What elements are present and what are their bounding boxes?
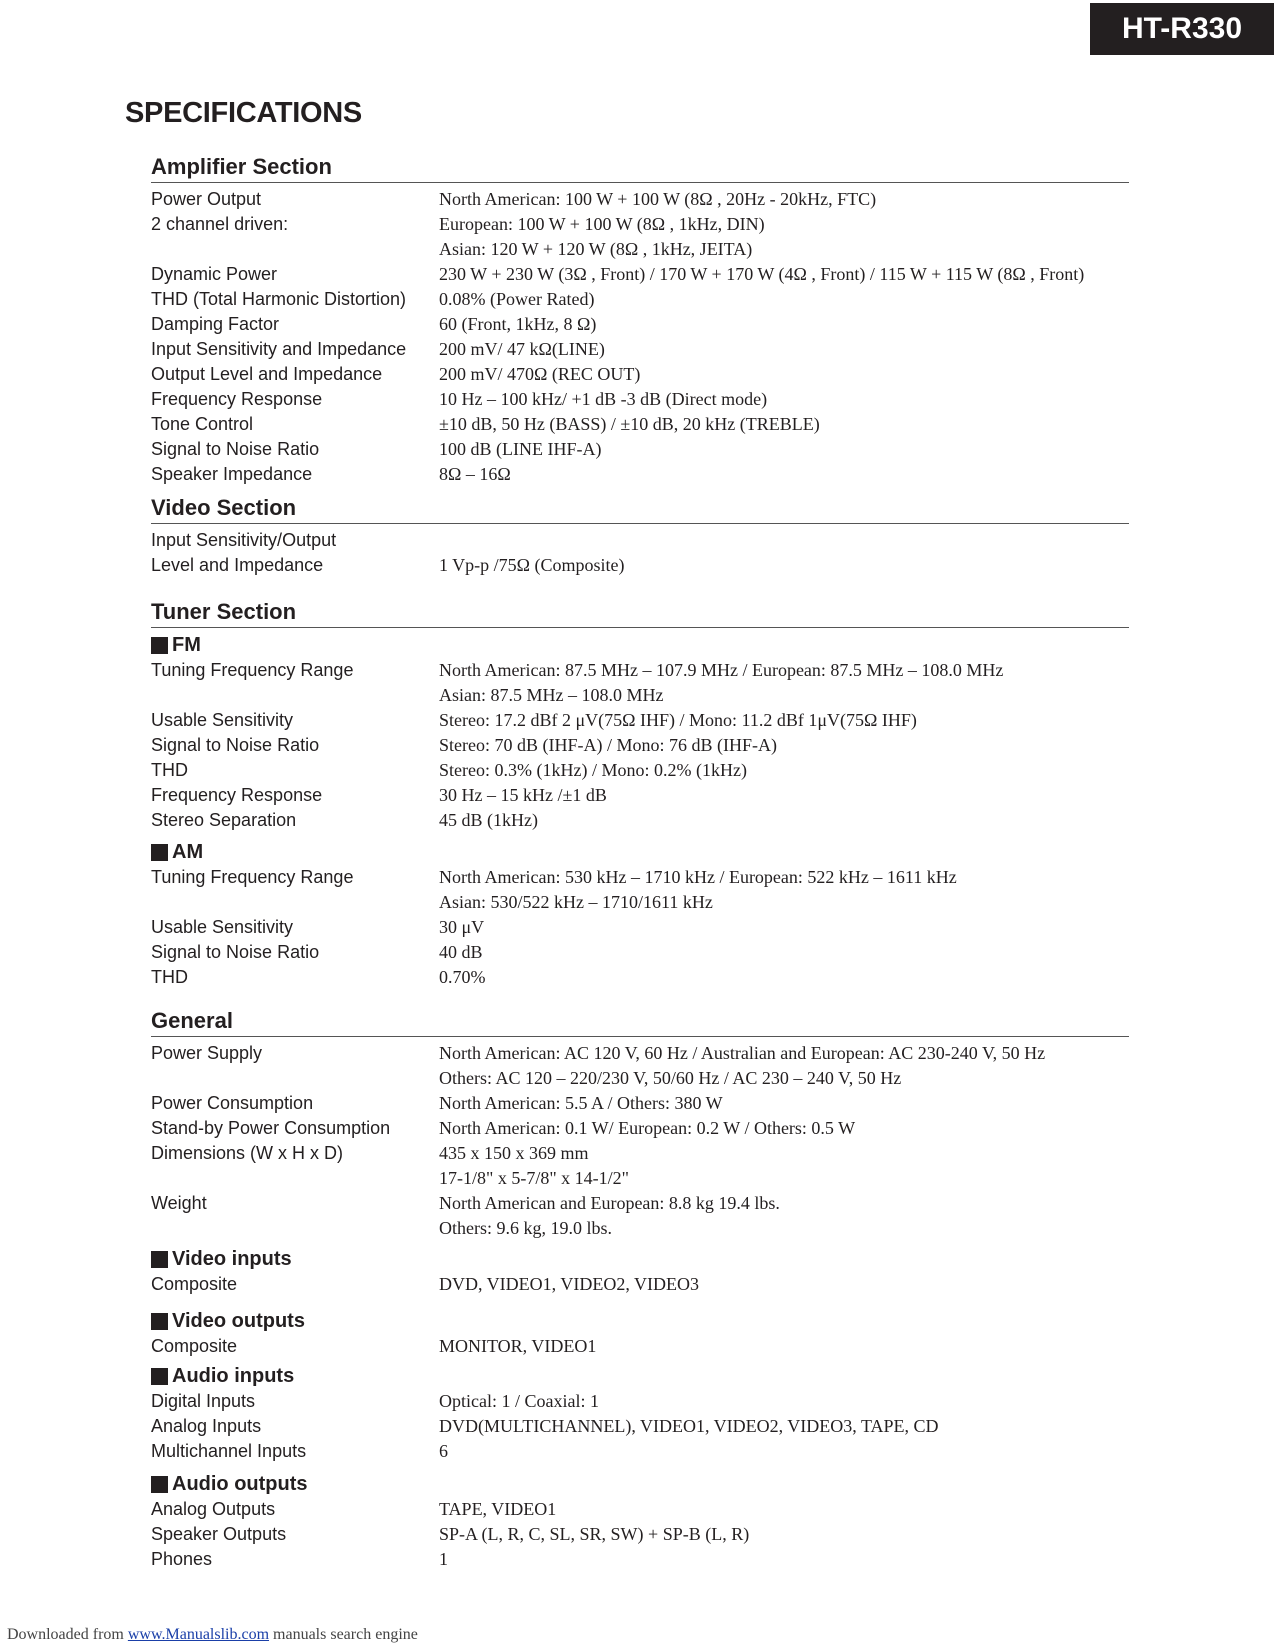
spec-values: [439, 1439, 1129, 1464]
subheading-fm: [151, 632, 1129, 658]
video-outputs-rows: [151, 1334, 1129, 1359]
spec-row: [151, 758, 1129, 783]
section-heading-general: General: [151, 1004, 1129, 1037]
spec-row: [151, 462, 1129, 487]
spec-label: Weight: [151, 1193, 207, 1213]
spec-values: [439, 1116, 1129, 1141]
spec-row: [151, 865, 1129, 915]
spec-value: 0.70%: [439, 967, 486, 987]
subheading-audio-inputs: [151, 1363, 1129, 1389]
video-inputs-rows: [151, 1272, 1129, 1297]
spec-label: Analog Outputs: [151, 1499, 276, 1519]
spec-row: [151, 808, 1129, 833]
spec-row: [151, 965, 1129, 990]
spec-label: Analog Inputs: [151, 1416, 262, 1436]
spec-label: Power Supply: [151, 1043, 263, 1063]
spec-row: [151, 1272, 1129, 1297]
spec-label: Speaker Impedance: [151, 464, 313, 484]
subheading-fm-label: FM: [172, 634, 201, 656]
spec-value: 40 dB: [439, 942, 483, 962]
general-rows: [151, 1041, 1129, 1241]
spec-row: [151, 1334, 1129, 1359]
spec-value: Asian: 530/522 kHz – 1710/1611 kHz: [439, 892, 713, 912]
spec-values: [439, 1547, 1129, 1572]
spec-value: North American: 0.1 W/ European: 0.2 W / Others: 0.5 W: [439, 1118, 856, 1138]
spec-values: [439, 1497, 1129, 1522]
spec-row: [151, 658, 1129, 708]
spec-values: [439, 915, 1129, 940]
spec-row: [151, 412, 1129, 437]
spec-row: [151, 1191, 1129, 1241]
spec-value: 17-1/8" x 5-7/8" x 14-1/2": [439, 1168, 630, 1188]
spec-value: Asian: 120 W + 120 W (8Ω , 1kHz, JEITA): [439, 239, 753, 259]
spec-values: [439, 387, 1129, 412]
subheading-audio-outputs: [151, 1471, 1129, 1497]
spec-label: Frequency Response: [151, 389, 323, 409]
subheading-audio-inputs-label: Audio inputs: [172, 1365, 295, 1387]
spec-value: Optical: 1 / Coaxial: 1: [439, 1391, 599, 1411]
spec-values: [439, 187, 1129, 212]
spec-label: Input Sensitivity/Output: [151, 530, 337, 550]
video-rows: [151, 528, 1129, 578]
spec-row: [151, 783, 1129, 808]
spec-label: Signal to Noise Ratio: [151, 735, 320, 755]
spec-label: Usable Sensitivity: [151, 917, 294, 937]
spec-label: Output Level and Impedance: [151, 364, 383, 384]
spec-row: [151, 1141, 1129, 1191]
spec-row: [151, 708, 1129, 733]
spec-value: [439, 528, 1129, 553]
spec-values: [439, 708, 1129, 733]
spec-value: Stereo: 70 dB (IHF-A) / Mono: 76 dB (IHF-A): [439, 735, 777, 755]
spec-values: [439, 1191, 1129, 1241]
spec-row: [151, 1389, 1129, 1414]
spec-value: 30 μV: [439, 917, 485, 937]
spec-value: 60 (Front, 1kHz, 8 Ω): [439, 314, 597, 334]
spec-label: Phones: [151, 1549, 213, 1569]
spec-label: Multichannel Inputs: [151, 1441, 307, 1461]
spec-value: Asian: 87.5 MHz – 108.0 MHz: [439, 685, 664, 705]
spec-values: [439, 940, 1129, 965]
spec-values: [439, 337, 1129, 362]
spec-values: [439, 312, 1129, 337]
subheading-am-label: AM: [172, 841, 204, 863]
spec-value: Stereo: 17.2 dBf 2 μV(75Ω IHF) / Mono: 11.2 dBf 1μV(75Ω IHF): [439, 710, 917, 730]
spec-value: TAPE, VIDEO1: [439, 1499, 557, 1519]
spec-row: [151, 1439, 1129, 1464]
manualslib-link[interactable]: www.Manualslib.com: [127, 1626, 270, 1643]
bullet-square-icon: [151, 844, 168, 861]
spec-label: Composite: [151, 1336, 238, 1356]
spec-label: Damping Factor: [151, 314, 280, 334]
spec-values: [439, 553, 1129, 578]
spec-row: [151, 1547, 1129, 1572]
footer-prefix: Downloaded from: [7, 1626, 124, 1643]
section-heading-video: Video Section: [151, 491, 1129, 524]
spec-label: Stereo Separation: [151, 810, 297, 830]
spec-row: [151, 337, 1129, 362]
spec-value: North American: 100 W + 100 W (8Ω , 20Hz - 20kHz, FTC): [439, 189, 877, 209]
bullet-square-icon: [151, 1368, 168, 1385]
subheading-audio-outputs-label: Audio outputs: [172, 1473, 308, 1495]
spec-row: [151, 387, 1129, 412]
spec-row: [151, 362, 1129, 387]
spec-row: [151, 940, 1129, 965]
spec-value: North American: 87.5 MHz – 107.9 MHz / European: 87.5 MHz – 108.0 MHz: [439, 660, 1004, 680]
spec-value: DVD(MULTICHANNEL), VIDEO1, VIDEO2, VIDEO3, TAPE, CD: [439, 1416, 939, 1436]
spec-row: [151, 287, 1129, 312]
subheading-video-inputs-label: Video inputs: [172, 1248, 292, 1270]
spec-row: [151, 528, 1129, 553]
spec-values: [439, 1272, 1129, 1297]
audio-inputs-rows: [151, 1389, 1129, 1464]
spec-values: [439, 412, 1129, 437]
spec-label: Speaker Outputs: [151, 1524, 287, 1544]
spec-label: Composite: [151, 1274, 238, 1294]
spec-content: [151, 150, 1129, 1572]
spec-values: [439, 262, 1129, 287]
audio-outputs-rows: [151, 1497, 1129, 1572]
spec-label: Tuning Frequency Range: [151, 660, 354, 680]
amplifier-rows: [151, 187, 1129, 487]
page-title: SPECIFICATIONS: [125, 97, 362, 129]
spec-values: [439, 783, 1129, 808]
spec-row: [151, 187, 1129, 212]
spec-values: [439, 287, 1129, 312]
spec-values: [439, 733, 1129, 758]
spec-value: 45 dB (1kHz): [439, 810, 538, 830]
subheading-video-inputs: [151, 1246, 1129, 1272]
spec-value: Others: AC 120 – 220/230 V, 50/60 Hz / AC 230 – 240 V, 50 Hz: [439, 1068, 902, 1088]
spec-values: [439, 212, 1129, 262]
spec-row: [151, 1041, 1129, 1091]
spec-row: [151, 262, 1129, 287]
spec-values: [439, 1141, 1129, 1191]
spec-values: [439, 1091, 1129, 1116]
spec-label: Input Sensitivity and Impedance: [151, 339, 407, 359]
section-heading-tuner: Tuner Section: [151, 595, 1129, 628]
spec-values: [439, 362, 1129, 387]
am-rows: [151, 865, 1129, 990]
spec-row: [151, 733, 1129, 758]
spec-label: THD: [151, 760, 188, 780]
spec-value: 1: [439, 1549, 448, 1569]
footer-suffix: manuals search engine: [273, 1626, 418, 1643]
spec-label: THD (Total Harmonic Distortion): [151, 289, 407, 309]
spec-row: [151, 212, 1129, 262]
spec-row: [151, 1522, 1129, 1547]
spec-value: 30 Hz – 15 kHz /±1 dB: [439, 785, 607, 805]
spec-values: [439, 758, 1129, 783]
bullet-square-icon: [151, 1313, 168, 1330]
spec-values: [439, 1522, 1129, 1547]
spec-label: Dimensions (W x H x D): [151, 1143, 344, 1163]
spec-label: Digital Inputs: [151, 1391, 256, 1411]
spec-value: North American: 5.5 A / Others: 380 W: [439, 1093, 723, 1113]
spec-value: 100 dB (LINE IHF-A): [439, 439, 602, 459]
spec-value: 200 mV/ 47 kΩ(LINE): [439, 339, 605, 359]
spec-values: [439, 808, 1129, 833]
spec-value: 6: [439, 1441, 448, 1461]
spec-values: [439, 437, 1129, 462]
spec-values: [439, 1041, 1129, 1091]
bullet-square-icon: [151, 1476, 168, 1493]
spec-label: Signal to Noise Ratio: [151, 942, 320, 962]
spec-values: [439, 528, 1129, 553]
spec-label: Tone Control: [151, 414, 254, 434]
spec-label: Stand-by Power Consumption: [151, 1118, 391, 1138]
spec-values: [439, 1389, 1129, 1414]
spec-label: 2 channel driven:: [151, 214, 289, 234]
spec-row: [151, 915, 1129, 940]
spec-label: Usable Sensitivity: [151, 710, 294, 730]
spec-label: Level and Impedance: [151, 555, 324, 575]
spec-value: North American and European: 8.8 kg 19.4 lbs.: [439, 1193, 780, 1213]
spec-label: Signal to Noise Ratio: [151, 439, 320, 459]
spec-value: MONITOR, VIDEO1: [439, 1336, 597, 1356]
spec-values: [439, 865, 1129, 915]
spec-value: 10 Hz – 100 kHz/ +1 dB -3 dB (Direct mode): [439, 389, 768, 409]
spec-value: Stereo: 0.3% (1kHz) / Mono: 0.2% (1kHz): [439, 760, 747, 780]
spec-value: 200 mV/ 470Ω (REC OUT): [439, 364, 641, 384]
spec-value: 435 x 150 x 369 mm: [439, 1143, 589, 1163]
spec-value: 1 Vp-p /75Ω (Composite): [439, 555, 625, 575]
spec-value: DVD, VIDEO1, VIDEO2, VIDEO3: [439, 1274, 699, 1294]
spec-label: Tuning Frequency Range: [151, 867, 354, 887]
spec-values: [439, 658, 1129, 708]
model-badge: HT-R330: [1090, 3, 1274, 55]
spec-label: Power Consumption: [151, 1093, 314, 1113]
spec-values: [439, 965, 1129, 990]
spec-value: Others: 9.6 kg, 19.0 lbs.: [439, 1218, 612, 1238]
spec-value: North American: 530 kHz – 1710 kHz / European: 522 kHz – 1611 kHz: [439, 867, 957, 887]
subheading-am: [151, 839, 1129, 865]
spec-value: ±10 dB, 50 Hz (BASS) / ±10 dB, 20 kHz (TREBLE): [439, 414, 820, 434]
fm-rows: [151, 658, 1129, 833]
spec-values: [439, 1334, 1129, 1359]
spec-value: North American: AC 120 V, 60 Hz / Australian and European: AC 230-240 V, 50 Hz: [439, 1043, 1046, 1063]
spec-value: European: 100 W + 100 W (8Ω , 1kHz, DIN): [439, 214, 765, 234]
bullet-square-icon: [151, 1251, 168, 1268]
spec-row: [151, 437, 1129, 462]
spec-row: [151, 1091, 1129, 1116]
spec-value: SP-A (L, R, C, SL, SR, SW) + SP-B (L, R): [439, 1524, 750, 1544]
spec-values: [439, 1414, 1129, 1439]
spec-label: Frequency Response: [151, 785, 323, 805]
spec-value: 230 W + 230 W (3Ω , Front) / 170 W + 170 W (4Ω , Front) / 115 W + 115 W (8Ω , Front): [439, 264, 1085, 284]
bullet-square-icon: [151, 637, 168, 654]
spec-values: [439, 462, 1129, 487]
spec-row: [151, 553, 1129, 578]
spec-row: [151, 1497, 1129, 1522]
subheading-video-outputs: [151, 1308, 1129, 1334]
spec-value: 8Ω – 16Ω: [439, 464, 511, 484]
section-heading-amplifier: Amplifier Section: [151, 150, 1129, 183]
spec-label: Dynamic Power: [151, 264, 278, 284]
spec-row: [151, 312, 1129, 337]
footer: [7, 1626, 418, 1644]
spec-value: 0.08% (Power Rated): [439, 289, 595, 309]
spec-label: Power Output: [151, 189, 262, 209]
subheading-video-outputs-label: Video outputs: [172, 1310, 305, 1332]
spec-row: [151, 1414, 1129, 1439]
spec-label: THD: [151, 967, 188, 987]
spec-row: [151, 1116, 1129, 1141]
